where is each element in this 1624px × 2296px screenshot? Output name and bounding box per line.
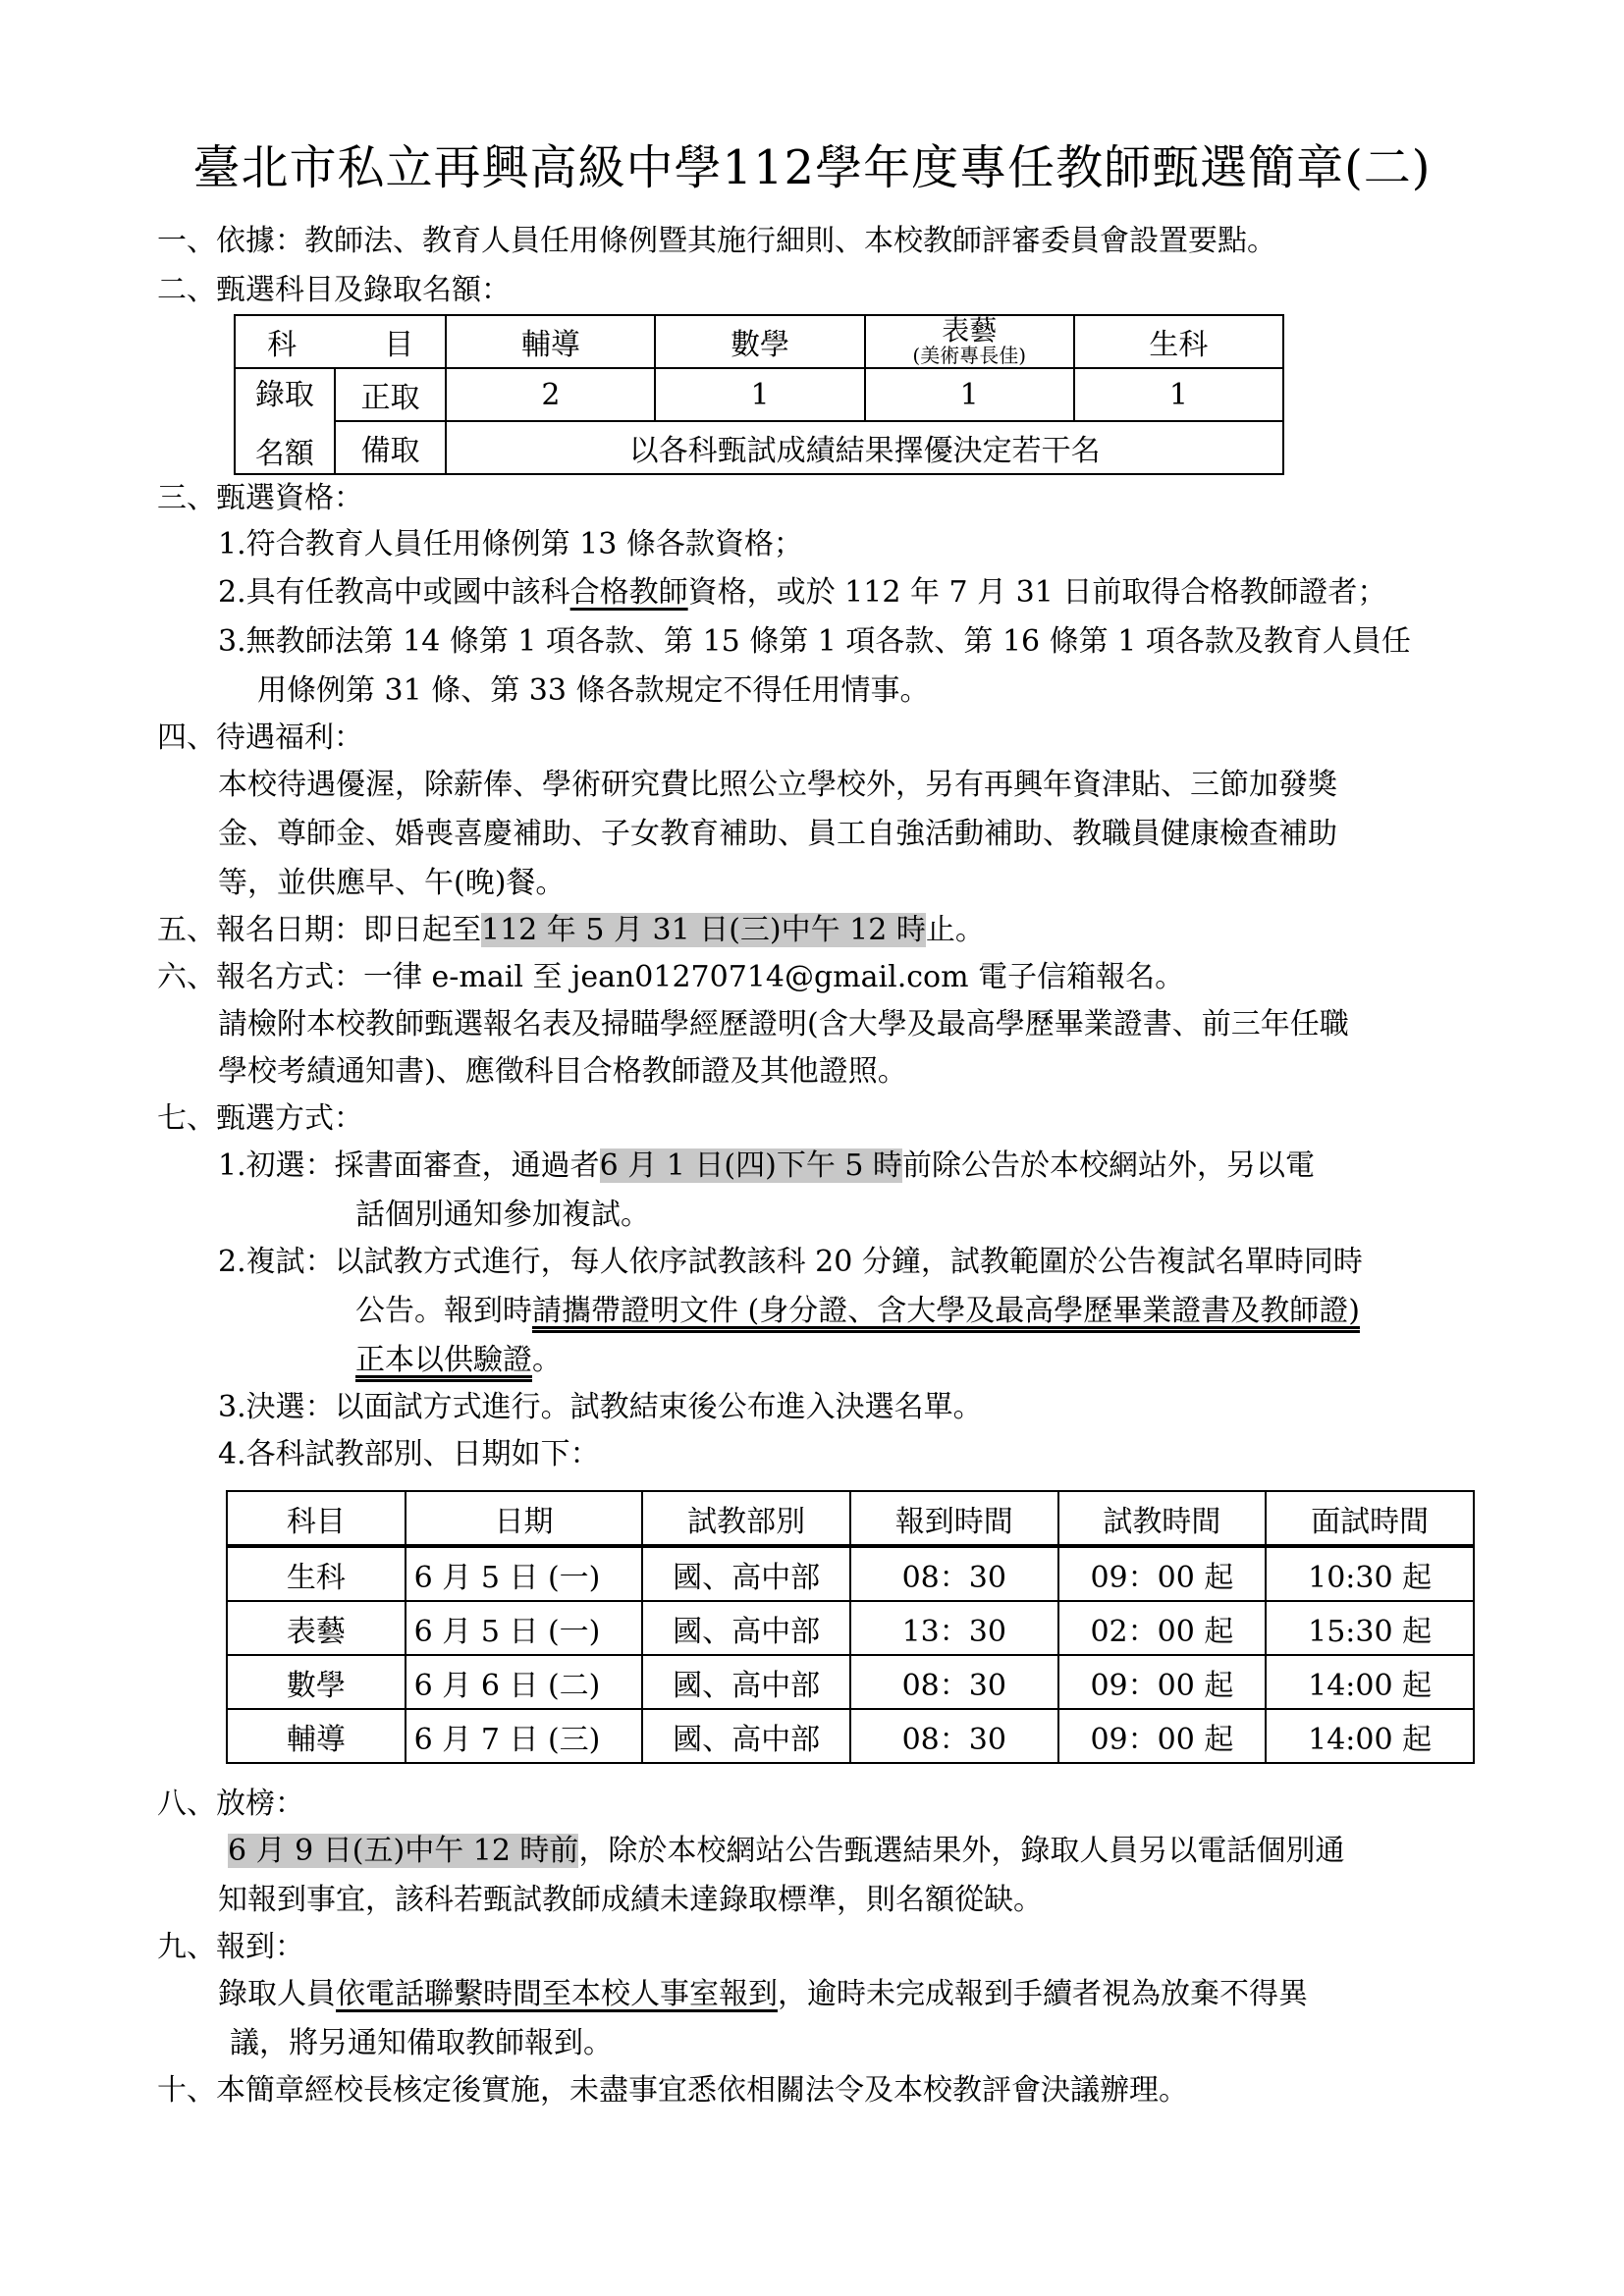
regular-count: 1: [865, 368, 1074, 421]
reserve-label: 備取: [335, 421, 447, 474]
section-5: [157, 911, 985, 950]
text-span: ，逾時未完成報到手續者視為放棄不得異: [778, 1977, 1308, 2011]
schedule-cell: 生科: [227, 1546, 406, 1601]
section-4-line-b: 金、尊師金、婚喪喜慶補助、子女教育補助、員工自強活動補助、教職員健康檢查補助: [218, 817, 1337, 851]
schedule-cell: 6 月 6 日 (二): [406, 1655, 643, 1709]
section-7-item-4: 4.各科試教部別、日期如下：: [218, 1437, 600, 1471]
text-span: 五、報名日期：即日起至: [157, 913, 481, 947]
text-span: 。: [532, 1343, 562, 1377]
schedule-header: 面試時間: [1266, 1491, 1474, 1546]
quota-table: [234, 314, 1284, 475]
text-span: 止。: [925, 913, 985, 947]
schedule-header: 試教時間: [1058, 1491, 1267, 1546]
quota-row-b: 名額: [254, 437, 314, 471]
schedule-cell: 數學: [227, 1655, 406, 1709]
schedule-cell: 表藝: [227, 1601, 406, 1655]
subject-header-cell: [235, 315, 446, 368]
section-7-item-2: 2.複試：以試教方式進行，每人依序試教該科 20 分鐘，試教範圍於公告複試名單時同時: [218, 1245, 1363, 1279]
quota-row-header: [235, 368, 335, 474]
section-6-line-b: 學校考績通知書)、應徵科目合格教師證及其他證照。: [218, 1054, 907, 1089]
section-6: 六、報名方式：一律 e-mail 至 jean01270714@gmail.com 電子信箱報名。: [157, 960, 1185, 994]
subject-header-a: 科: [267, 328, 298, 362]
regular-label: 正取: [335, 368, 447, 421]
subject-performing-arts-label: 表藝: [942, 314, 998, 347]
schedule-cell: 08：30: [850, 1655, 1058, 1709]
section-9-heading: 九、報到：: [157, 1930, 304, 1964]
section-7-item-3: 3.決選：以面試方式進行。試教結束後公布進入決選名單。: [218, 1390, 983, 1424]
quota-row-a: 錄取: [254, 378, 314, 412]
section-7-item-2-cont: [355, 1292, 1360, 1331]
section-4-heading: 四、待遇福利：: [157, 721, 363, 755]
section-3-item-1: 1.符合教育人員任用條例第 13 條各款資格；: [218, 527, 803, 561]
section-3-item-3b: 用條例第 31 條、第 33 條各款規定不得任用情事。: [257, 673, 930, 708]
regular-count: 1: [1074, 368, 1283, 421]
text-span: 前除公告於本校網站外，另以電: [901, 1148, 1315, 1183]
schedule-cell: 09：00 起: [1058, 1546, 1267, 1601]
schedule-cell: 14:00 起: [1266, 1709, 1474, 1763]
schedule-cell: 國、高中部: [642, 1601, 850, 1655]
underlined-report-instruction: 依電話聯繫時間至本校人事室報到: [336, 1977, 778, 2011]
highlighted-deadline: 112 年 5 月 31 日(三)中午 12 時: [481, 913, 926, 947]
text-span: 資格，或於 112 年 7 月 31 日前取得合格教師證者；: [687, 575, 1387, 610]
schedule-header: 試教部別: [642, 1491, 850, 1546]
reserve-text: 以各科甄試成績結果擇優決定若干名: [446, 421, 1283, 474]
schedule-cell: 08：30: [850, 1709, 1058, 1763]
schedule-cell: 08：30: [850, 1546, 1058, 1601]
section-3-item-2: [218, 573, 1386, 613]
table-row: [227, 1601, 1474, 1655]
section-8-line-a: [228, 1832, 1344, 1871]
table-row: [227, 1709, 1474, 1763]
schedule-cell: 6 月 5 日 (一): [406, 1546, 643, 1601]
schedule-cell: 6 月 7 日 (三): [406, 1709, 643, 1763]
section-10: 十、本簡章經校長核定後實施，未盡事宜悉依相關法令及本校教評會決議辦理。: [157, 2073, 1188, 2108]
section-3-item-3a: 3.無教師法第 14 條第 1 項各款、第 15 條第 1 項各款、第 16 條第 1 項各款及教育人員任: [218, 624, 1411, 659]
section-4-line-a: 本校待遇優渥，除薪俸、學術研究費比照公立學校外，另有再興年資津貼、三節加發獎: [218, 768, 1337, 802]
schedule-cell: 國、高中部: [642, 1655, 850, 1709]
subject-math: 數學: [655, 315, 864, 368]
section-9-line-a: [218, 1975, 1308, 2014]
section-7-heading: 七、甄選方式：: [157, 1101, 363, 1136]
subject-header-b: 目: [384, 328, 414, 362]
section-7-item-2-cont2: [355, 1341, 562, 1380]
schedule-header: 科目: [227, 1491, 406, 1546]
highlighted-announce-date: 6 月 9 日(五)中午 12 時前: [228, 1834, 579, 1868]
section-6-line-a: 請檢附本校教師甄選報名表及掃瞄學經歷證明(含大學及最高學歷畢業證書、前三年任職: [218, 1007, 1349, 1041]
schedule-header: 報到時間: [850, 1491, 1058, 1546]
text-span: 錄取人員: [218, 1977, 336, 2011]
section-8-line-b: 知報到事宜，該科若甄試教師成績未達錄取標準，則名額從缺。: [218, 1883, 1043, 1917]
schedule-cell: 13：30: [850, 1601, 1058, 1655]
schedule-cell: 02：00 起: [1058, 1601, 1267, 1655]
double-underlined-documents: 請攜帶證明文件 (身分證、含大學及最高學歷畢業證書及教師證): [532, 1294, 1360, 1328]
table-row: [227, 1655, 1474, 1709]
double-underlined-originals: 正本以供驗證: [355, 1343, 532, 1377]
text-span: ，除於本校網站公告甄選結果外，錄取人員另以電話個別通: [578, 1834, 1345, 1868]
schedule-cell: 09：00 起: [1058, 1655, 1267, 1709]
highlighted-date: 6 月 1 日(四)下午 5 時: [599, 1148, 902, 1183]
schedule-cell: 國、高中部: [642, 1546, 850, 1601]
section-4-line-c: 等，並供應早、午(晚)餐。: [218, 866, 566, 900]
section-9-line-b: 議，將另通知備取教師報到。: [230, 2026, 613, 2060]
underlined-qualified-teacher: 合格教師: [569, 575, 688, 610]
regular-count: 2: [446, 368, 655, 421]
schedule-table: [226, 1490, 1475, 1764]
schedule-cell: 15:30 起: [1266, 1601, 1474, 1655]
subject-life-tech: 生科: [1074, 315, 1283, 368]
schedule-header: 日期: [406, 1491, 643, 1546]
subject-performing-arts: [865, 315, 1074, 368]
section-8-heading: 八、放榜：: [157, 1787, 304, 1821]
schedule-cell: 09：00 起: [1058, 1709, 1267, 1763]
schedule-cell: 10:30 起: [1266, 1546, 1474, 1601]
schedule-cell: 輔導: [227, 1709, 406, 1763]
regular-count: 1: [655, 368, 864, 421]
schedule-cell: 14:00 起: [1266, 1655, 1474, 1709]
page-title: 臺北市私立再興高級中學112學年度專任教師甄選簡章(二): [192, 140, 1432, 195]
arts-note: (美術專長佳): [912, 344, 1027, 367]
table-row: [227, 1546, 1474, 1601]
text-span: 2.具有任教高中或國中該科: [218, 575, 570, 610]
section-2-heading: 二、甄選科目及錄取名額：: [157, 273, 511, 307]
section-3-heading: 三、甄選資格：: [157, 481, 363, 515]
section-7-item-1: [218, 1147, 1315, 1186]
text-span: 公告。報到時: [355, 1294, 532, 1328]
schedule-cell: 國、高中部: [642, 1709, 850, 1763]
schedule-cell: 6 月 5 日 (一): [406, 1601, 643, 1655]
subject-guidance: 輔導: [446, 315, 655, 368]
section-7-item-1-cont: 話個別通知參加複試。: [355, 1198, 650, 1232]
text-span: 1.初選：採書面審查，通過者: [218, 1148, 600, 1183]
section-1: 一、依據：教師法、教育人員任用條例暨其施行細則、本校教師評審委員會設置要點。: [157, 224, 1276, 258]
